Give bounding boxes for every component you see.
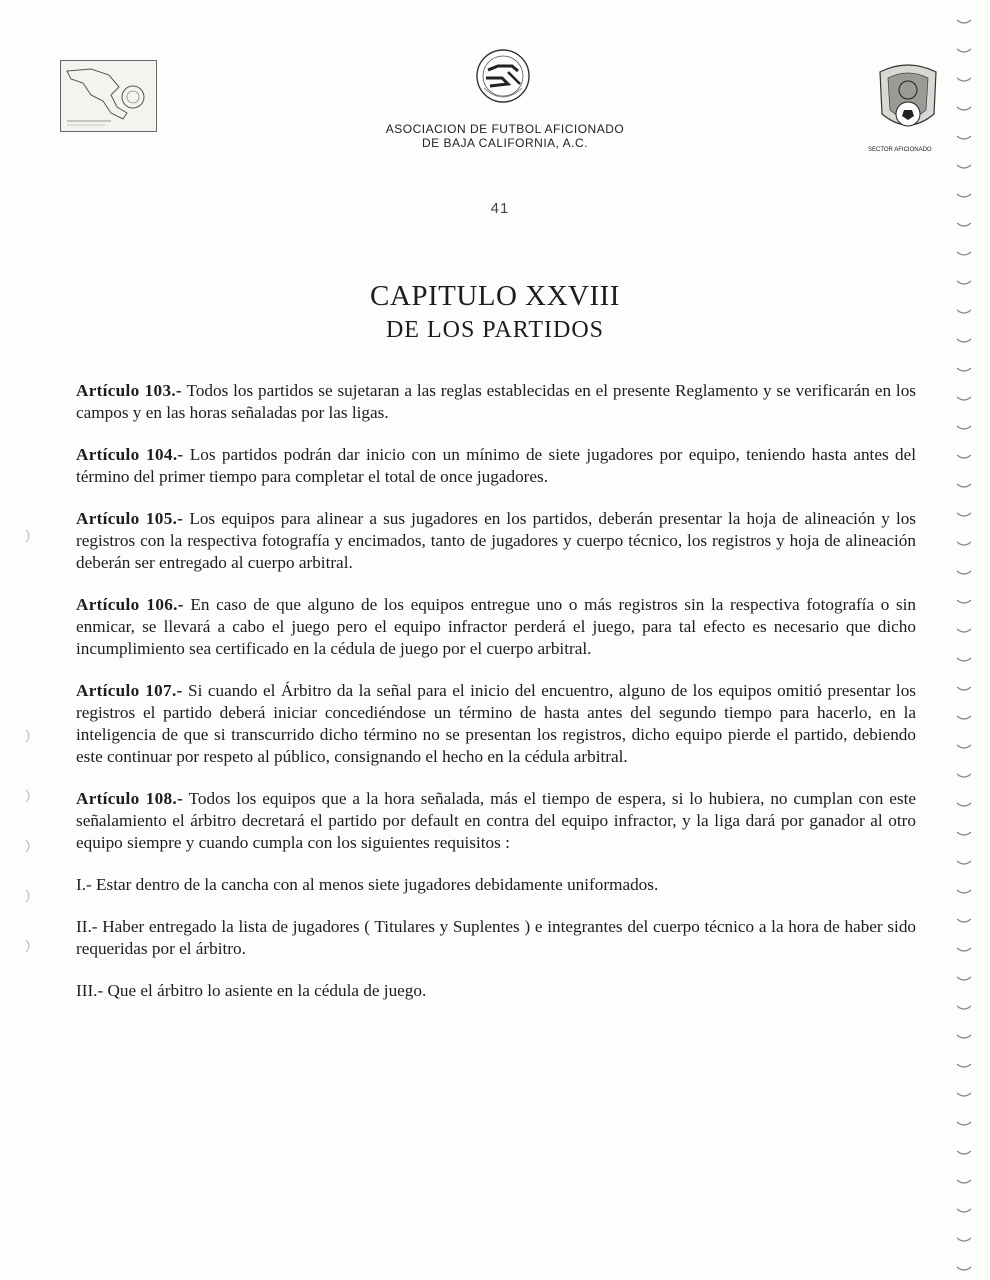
requirement-label: II.-	[76, 917, 98, 936]
article-106	[76, 594, 916, 660]
binding-hole-mark	[957, 223, 971, 226]
article-text: Si cuando el Árbitro da la señal para el inicio del encuentro, alguno de los equipos omitió presentar los registros el partido deberá iniciar concediéndose un término de hasta antes del segundo tiempo para hacerlo, en la inteligencia de que si transcurrido dicho término no se presentan los registros, dicho equipo pierde el partido, debiendo este continuar por respeto al público, consignando el hecho en la cédula arbitral.	[76, 681, 916, 766]
chapter-subtitle: DE LOS PARTIDOS	[385, 317, 605, 343]
binding-hole-mark	[957, 977, 971, 980]
binding-hole-mark	[957, 107, 971, 110]
binding-hole-mark	[957, 1209, 971, 1212]
binding-hole-mark	[957, 194, 971, 197]
article-107	[76, 680, 916, 768]
binding-hole-mark	[957, 832, 971, 835]
article-label: Artículo 104.-	[76, 445, 184, 464]
crest-caption: SECTOR AFICIONADO	[868, 147, 932, 153]
binding-hole-mark	[957, 1151, 971, 1154]
requirement-label: I.-	[76, 875, 92, 894]
binding-hole-mark	[957, 1267, 971, 1270]
requirement-text: Que el árbitro lo asiente en la cédula de juego.	[107, 981, 427, 1000]
binding-hole-mark	[957, 948, 971, 951]
binding-hole-mark	[957, 571, 971, 574]
requirement-label: III.-	[76, 981, 104, 1000]
binding-hole-mark	[957, 310, 971, 313]
binding-hole-mark	[957, 803, 971, 806]
binding-hole-mark	[957, 513, 971, 516]
binding-hole-mark	[957, 1180, 971, 1183]
requirement-2	[76, 916, 916, 960]
chapter-title: CAPITULO XXVIII	[370, 280, 620, 312]
binding-hole-mark	[957, 484, 971, 487]
binding-hole-mark	[957, 687, 971, 690]
binding-hole-mark	[957, 455, 971, 458]
binding-hole-mark	[957, 20, 971, 23]
mexico-map-icon	[61, 61, 156, 131]
binding-hole-mark	[957, 165, 971, 168]
binding-hole-mark	[957, 600, 971, 603]
requirement-1	[76, 874, 916, 896]
page-number: 41	[490, 200, 510, 217]
article-label: Artículo 106.-	[76, 595, 184, 614]
crest-emblem-icon	[868, 56, 948, 142]
binding-hole-mark	[957, 658, 971, 661]
binding-hole-mark	[957, 1064, 971, 1067]
binding-hole-mark	[957, 1035, 971, 1038]
binding-hole-mark	[957, 629, 971, 632]
article-105	[76, 508, 916, 574]
article-label: Artículo 107.-	[76, 681, 183, 700]
organization-line-1: ASOCIACION DE FUTBOL AFICIONADO	[385, 122, 625, 136]
requirement-text: Estar dentro de la cancha con al menos siete jugadores debidamente uniformados.	[96, 875, 659, 894]
article-text: En caso de que alguno de los equipos entregue uno o más registros sin la respectiva fotografía o sin enmicar, se llevará a cabo el juego pero el equipo infractor perderá el juego, para tal efecto es necesario que dicho incumplimiento sea certificado en la cédula de juego por el cuerpo arbitral.	[76, 595, 917, 658]
binding-hole-mark	[957, 716, 971, 719]
binding-hole-mark	[957, 542, 971, 545]
binding-hole-mark	[957, 136, 971, 139]
binding-hole-mark	[957, 861, 971, 864]
article-text: Todos los partidos se sujetaran a las reglas establecidas en el presente Reglamento y se verificarán en los campos y en las horas señaladas por las ligas.	[76, 381, 916, 422]
binding-hole-mark	[957, 774, 971, 777]
article-text: Los equipos para alinear a sus jugadores en los partidos, deberán presentar la hoja de alineación y los registros con la respectiva fotografía y encimados, tanto de jugadores y cuerpo técnico, los registros y hoja de alineación deberán ser entregado al cuerpo arbitral.	[76, 509, 916, 572]
article-108	[76, 788, 916, 854]
article-list	[76, 380, 916, 1022]
article-label: Artículo 103.-	[76, 381, 182, 400]
organization-name	[330, 122, 680, 150]
binding-hole-mark	[957, 368, 971, 371]
binding-hole-mark	[957, 339, 971, 342]
article-label: Artículo 105.-	[76, 509, 184, 528]
article-text: Todos los equipos que a la hora señalada, más el tiempo de espera, si lo hubiera, no cumplan con este señalamiento el árbitro decretará el partido por default en contra del equipo infractor, y la liga dará por ganador al otro equipo siempre y cuando cumpla con los siguientes requisitos :	[76, 789, 916, 852]
article-label: Artículo 108.-	[76, 789, 184, 808]
requirement-3	[76, 980, 916, 1002]
binding-hole-mark	[957, 426, 971, 429]
binding-hole-mark	[957, 281, 971, 284]
map-logo	[60, 60, 157, 132]
binding-marks	[954, 0, 974, 1280]
left-margin-marks	[20, 500, 40, 1060]
futbol-mexicano-logo	[468, 44, 538, 110]
binding-hole-mark	[957, 49, 971, 52]
article-text: Los partidos podrán dar inicio con un mínimo de siete jugadores por equipo, teniendo hasta antes del término del primer tiempo para completar el total de once jugadores.	[76, 445, 916, 486]
binding-hole-mark	[957, 745, 971, 748]
binding-hole-mark	[957, 252, 971, 255]
binding-hole-mark	[957, 919, 971, 922]
article-103	[76, 380, 916, 424]
requirement-text: Haber entregado la lista de jugadores ( Titulares y Suplentes ) e integrantes del cuerpo técnico a la hora de haber sido requeridas por el árbitro.	[76, 917, 917, 958]
binding-hole-mark	[957, 1122, 971, 1125]
binding-hole-mark	[957, 1238, 971, 1241]
organization-line-2: DE BAJA CALIFORNIA, A.C.	[421, 136, 589, 150]
binding-hole-mark	[957, 78, 971, 81]
binding-hole-mark	[957, 1093, 971, 1096]
article-104	[76, 444, 916, 488]
binding-hole-mark	[957, 890, 971, 893]
binding-hole-mark	[957, 397, 971, 400]
binding-hole-mark	[957, 1006, 971, 1009]
federation-crest	[868, 56, 948, 152]
